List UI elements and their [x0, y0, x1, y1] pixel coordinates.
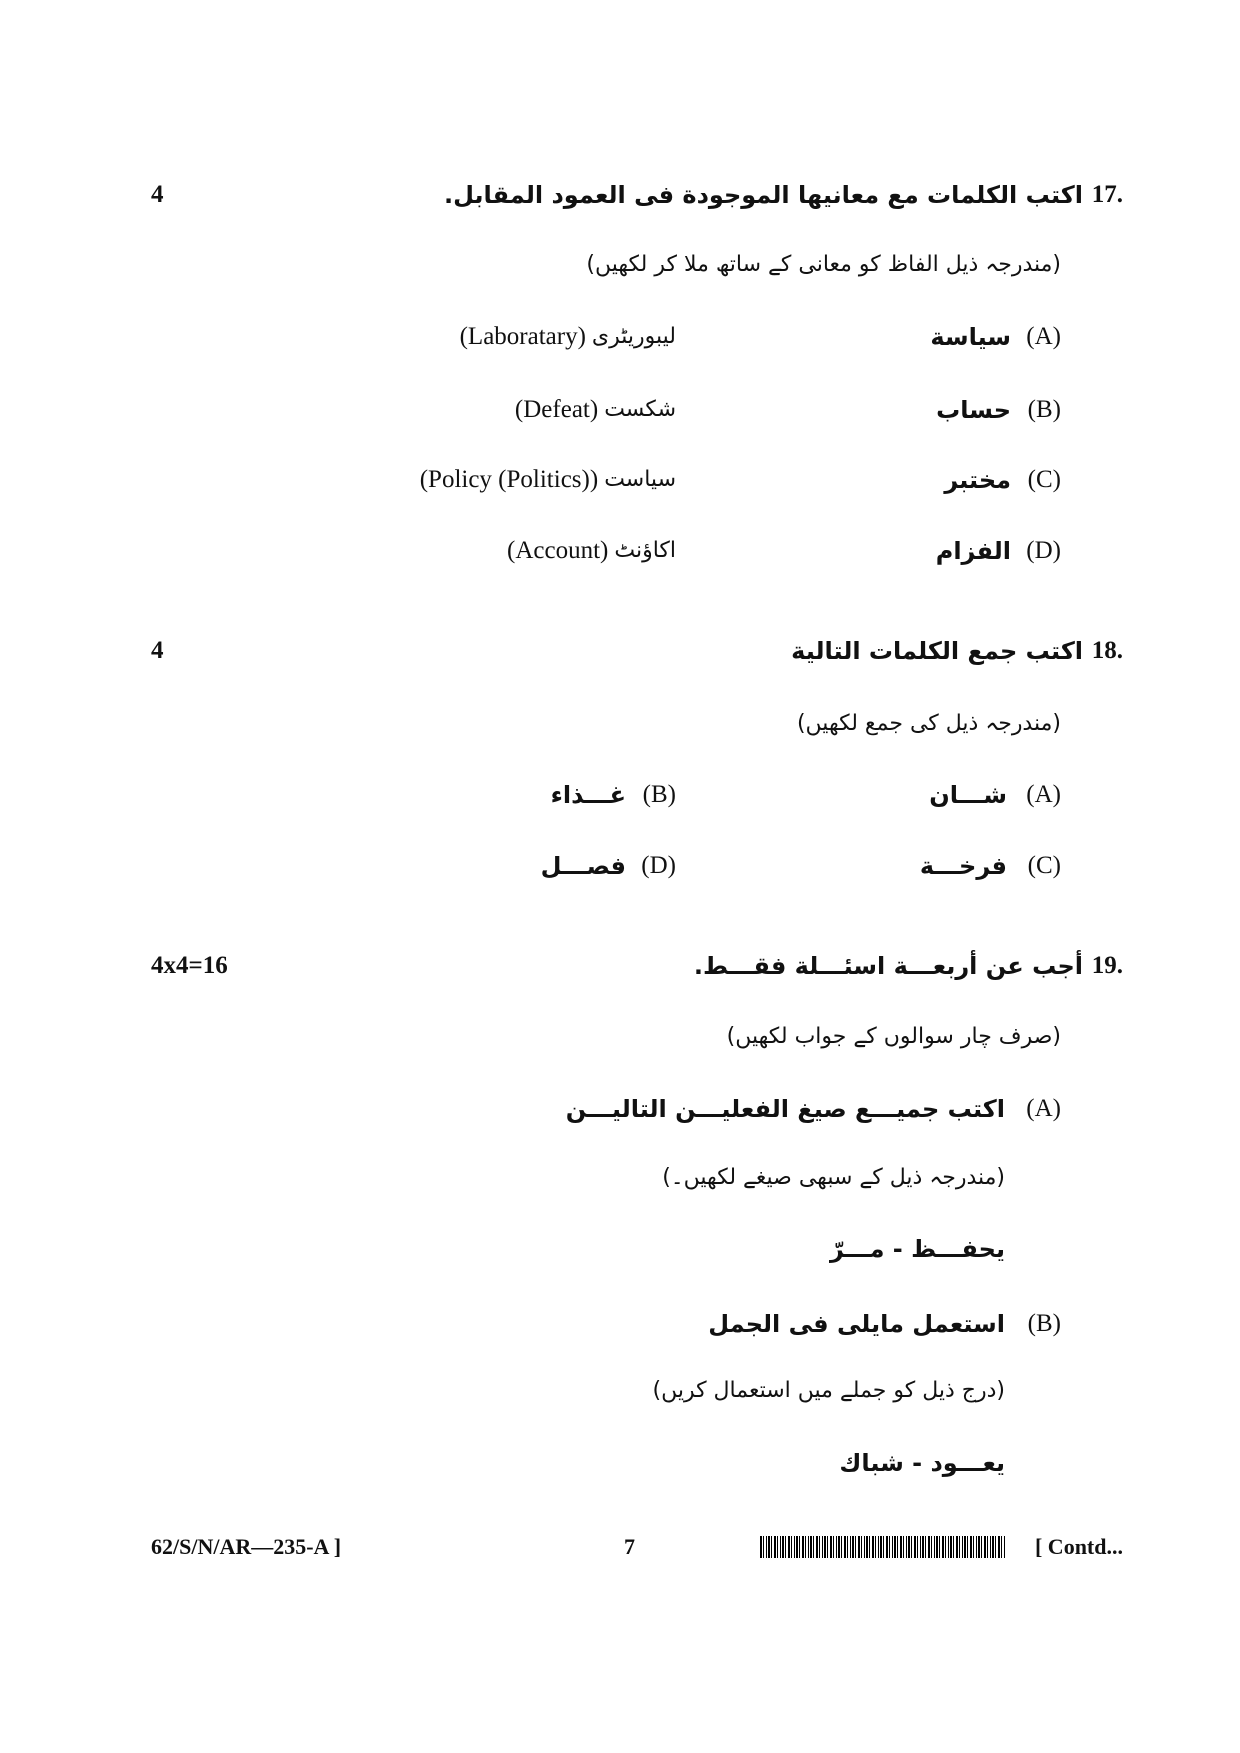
- question-18-number: 18.: [1091, 637, 1123, 664]
- question-18-option-a-word: شـــان: [929, 781, 1007, 809]
- footer-page-number: 7: [624, 1534, 635, 1559]
- question-18-option-b-word: غـــذاء: [550, 781, 626, 809]
- question-18-option-a-label: (A): [1026, 781, 1061, 808]
- question-17-meaning-1: [460, 319, 676, 355]
- question-18-option-c-word: فرخـــة: [919, 852, 1007, 880]
- question-19-part-a-words: يحفـــظ - مـــرّ: [830, 1235, 1005, 1263]
- question-19-part-a-instruction-urdu: (مندرجہ ذیل کے سبھی صیغے لکھیں۔): [662, 1165, 1005, 1190]
- question-17-option-d-word: الفزام: [935, 537, 1011, 565]
- question-17-text: اكتب الكلمات مع معانيها الموجودة فى العمود المقابل.: [443, 181, 1083, 209]
- question-19-part-a-label: (A): [1026, 1095, 1061, 1122]
- meaning-urdu: شکست: [604, 397, 676, 422]
- question-17-option-a-word: سياسة: [930, 323, 1011, 351]
- question-18-text: اكتب جمع الكلمات التالية: [791, 637, 1083, 665]
- question-17-option-c-word: مختبر: [944, 466, 1011, 494]
- question-17-meaning-4: [507, 533, 676, 569]
- question-19-part-a-text: اكتب جميـــع صيغ الفعليـــن التاليـــن: [565, 1095, 1005, 1123]
- meaning-urdu: سیاست: [604, 467, 676, 492]
- question-19-instruction-urdu: (صرف چار سوالوں کے جواب لکھیں): [726, 1024, 1061, 1049]
- meaning-english: (Defeat): [514, 396, 599, 423]
- question-18-option-d-word: فصـــل: [540, 852, 626, 880]
- question-17-number: 17.: [1091, 181, 1123, 208]
- question-19-text: أجب عن أربعـــة اسئـــلة فقـــط.: [693, 952, 1083, 980]
- question-18-option-c-label: (C): [1027, 852, 1061, 879]
- meaning-english: (Account): [507, 537, 609, 564]
- question-19-number: 19.: [1091, 952, 1123, 979]
- question-17-option-d-label: (D): [1026, 537, 1061, 564]
- meaning-urdu: اکاؤنٹ: [614, 538, 676, 563]
- question-19-part-b-words: يعـــود - شباك: [839, 1449, 1005, 1477]
- question-17-option-a-label: (A): [1026, 323, 1061, 350]
- question-19-marks: 4x4=16: [151, 952, 228, 979]
- question-17-option-c-label: (C): [1027, 466, 1061, 493]
- meaning-urdu: لیبوریٹری: [591, 324, 676, 349]
- question-19-part-b-text: استعمل مايلى فى الجمل: [708, 1310, 1005, 1338]
- question-17-meaning-2: [515, 392, 676, 428]
- question-19-part-b-instruction-urdu: (درج ذیل کو جملے میں استعمال کریں): [652, 1378, 1005, 1403]
- question-17-instruction-urdu: (مندرجہ ذیل الفاظ کو معانی کے ساتھ ملا کر لکھیں): [586, 252, 1061, 277]
- meaning-english: (Laboratary): [459, 323, 586, 350]
- question-18-instruction-urdu: (مندرجہ ذیل کی جمع لکھیں): [796, 711, 1061, 736]
- question-17-option-b-word: حساب: [936, 396, 1011, 424]
- footer-paper-code: 62/S/N/AR—235-A ]: [151, 1534, 342, 1559]
- question-17-option-b-label: (B): [1027, 396, 1061, 423]
- question-18-option-b-label: (B): [642, 781, 676, 808]
- question-19-part-b-label: (B): [1027, 1310, 1061, 1337]
- question-18-marks: 4: [151, 637, 164, 664]
- question-18-option-d-label: (D): [641, 852, 676, 879]
- footer-continued: [ Contd...: [1034, 1534, 1123, 1559]
- question-17-marks: 4: [151, 181, 164, 208]
- question-17-meaning-3: [420, 462, 676, 498]
- meaning-english: (Policy (Politics)): [419, 466, 599, 493]
- barcode: [760, 1536, 1005, 1558]
